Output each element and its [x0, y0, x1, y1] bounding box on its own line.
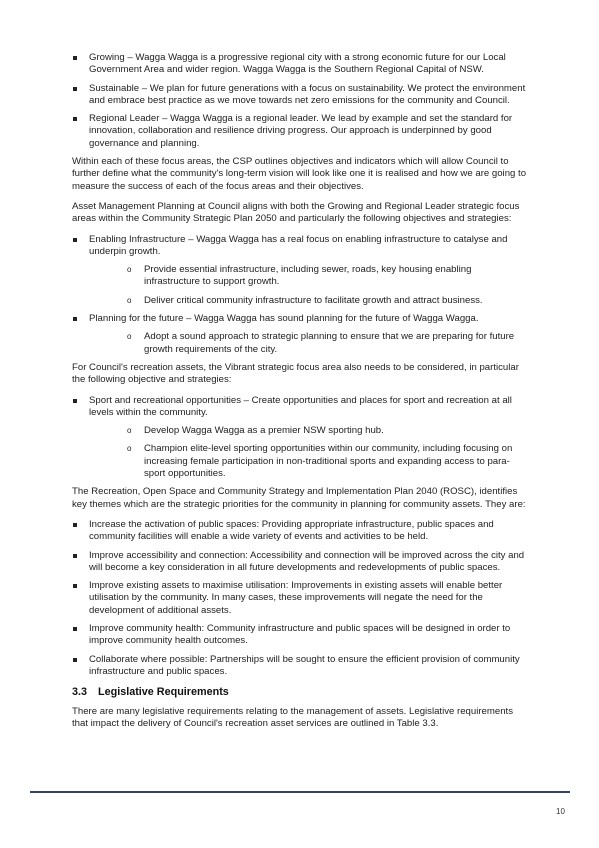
strategy-list [89, 425, 530, 480]
list-item [72, 234, 530, 307]
list-item [72, 313, 530, 356]
sub-list-item: o Adopt a sound approach to strategic planning to ensure that we are preparing for future growth requirements of the city. [89, 331, 530, 356]
paragraph: Within each of these focus areas, the CSP outlines objectives and indicators which will allow Council to further define what the community's long-term vision will look like one it is realised and how we are going to measure the success of each of the focus areas and their objectives. [72, 156, 527, 192]
section-title: Legislative Requirements [98, 686, 229, 699]
footer-rule [30, 791, 570, 793]
sub-list-item: o Deliver critical community infrastructure to facilitate growth and attract business. [89, 295, 530, 307]
themes-list [72, 519, 530, 678]
strategy-list [89, 331, 530, 356]
section-number: 3.3 [72, 686, 88, 699]
list-item: Regional Leader – Wagga Wagga is a regional leader. We lead by example and set the standard for innovation, collaboration and resilience driving progress. Our approach is underpinned by good governance and planning. [72, 113, 530, 150]
list-item [72, 395, 530, 481]
list-item: Improve existing assets to maximise utilisation: Improvements in existing assets will enable better utilisation by the community. In many cases, these improvements will negate the need for the development of additional assets. [72, 580, 530, 617]
strategy-list [89, 264, 530, 307]
sub-list-item: o Provide essential infrastructure, including sewer, roads, key housing enabling infrastructure to support growth. [89, 264, 530, 289]
list-item-text: Enabling Infrastructure – Wagga Wagga has a real focus on enabling infrastructure to catalyse and underpin growth. [89, 233, 508, 257]
objectives-list [72, 234, 530, 356]
section-heading [72, 686, 530, 698]
paragraph: For Council's recreation assets, the Vibrant strategic focus area also needs to be considered, in particular the following objective and strategies: [72, 361, 519, 386]
list-item: Improve community health: Community infrastructure and public spaces will be designed in order to improve community health outcomes. [72, 623, 530, 648]
sub-list-item: o Champion elite-level sporting opportunities within our community, including focusing on increasing female participation in non-traditional sports and expanding access to para-sport opportunities. [89, 443, 530, 480]
list-item-text: Sport and recreational opportunities – Create opportunities and places for sport and recreation at all levels within the community. [89, 394, 512, 418]
sub-list-item: o Develop Wagga Wagga as a premier NSW sporting hub. [89, 425, 530, 437]
list-item-text: Planning for the future – Wagga Wagga has sound planning for the future of Wagga Wagga. [89, 313, 479, 325]
list-item: Increase the activation of public spaces: Providing appropriate infrastructure, public spaces and community facilities will enable a wide variety of events and activities to be held. [72, 519, 530, 544]
focus-area-list [72, 52, 530, 150]
list-item: Collaborate where possible: Partnerships will be sought to ensure the efficient provision of community infrastructure and public spaces. [72, 654, 530, 679]
paragraph: There are many legislative requirements relating to the management of assets. Legislative requirements that impact the delivery of Council's recreation asset services are outlined in Table 3.3. [72, 706, 514, 730]
list-item: Improve accessibility and connection: Accessibility and connection will be improved across the city and will become a key consideration in all future developments and redevelopments of public spaces. [72, 550, 530, 575]
vibrant-list [72, 395, 530, 481]
list-item: Sustainable – We plan for future generations with a focus on sustainability. We protect the environment and embrace best practice as we move towards net zero emissions for the community and Council. [72, 83, 530, 108]
paragraph: Asset Management Planning at Council aligns with both the Growing and Regional Leader strategic focus areas within the Community Strategic Plan 2050 and particularly the following objectives and strategies: [72, 200, 520, 225]
page-body [72, 52, 530, 739]
list-item: Growing – Wagga Wagga is a progressive regional city with a strong economic future for our Local Government Area and wider region. Wagga Wagga is the Southern Regional Capital of NSW. [72, 52, 530, 77]
paragraph: The Recreation, Open Space and Community Strategy and Implementation Plan 2040 (ROSC), identifies key themes which are the strategic priorities for the community in planning for community assets. They are: [72, 486, 526, 510]
page-number: 10 [556, 807, 565, 816]
